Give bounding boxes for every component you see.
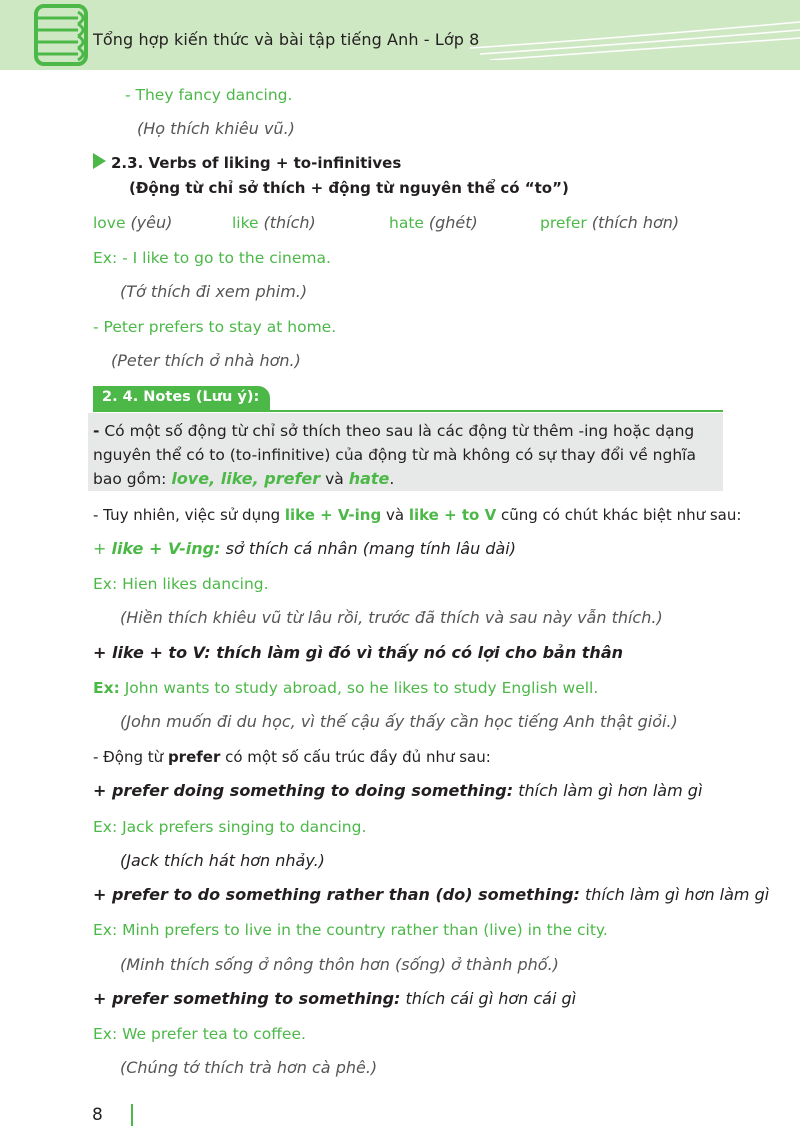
section-2-3-example-2: - Peter prefers to stay at home. [93, 318, 337, 336]
notes-tab-label: 2. 4. Notes (Lưu ý): [102, 389, 260, 405]
section-2-3-translation-1: (Tớ thích đi xem phim.) [120, 282, 308, 301]
verb-like: like (thích) [232, 213, 316, 232]
section-2-3-translation-2: (Peter thích ở nhà hơn.) [111, 351, 301, 370]
verb-love: love (yêu) [93, 213, 173, 232]
footer-divider [131, 1104, 133, 1126]
prefer-intro: - Động từ prefer có một số cấu trúc đầy đủ như sau: [93, 748, 491, 766]
section-2-3-example-1: Ex: - I like to go to the cinema. [93, 249, 331, 267]
notes-tab [93, 386, 270, 411]
prefer-example-3: Ex: We prefer tea to coffee. [93, 1025, 306, 1043]
notes-text: - Có một số động từ chỉ sở thích theo sau là các động từ thêm -ing hoặc dạng nguyên thể có to (to-infinitive) của động từ mà không có sự thay đổi về nghĩa bao gồm: love, like, prefer và hate. [93, 422, 696, 488]
rule-like-to-v: + like + to V: thích làm gì đó vì thấy nó có lợi cho bản thân [93, 643, 623, 662]
verb-hate: hate (ghét) [389, 213, 478, 232]
prefer-translation-2: (Minh thích sống ở nông thôn hơn (sống) ở thành phố.) [120, 955, 559, 974]
rule-like-ving: + like + V-ing: sở thích cá nhân (mang tính lâu dài) [93, 539, 516, 558]
page-header [0, 0, 800, 70]
prefer-structure-2: + prefer to do something rather than (do) something: thích làm gì hơn làm gì [93, 885, 770, 904]
prefer-translation-1: (Jack thích hát hơn nhảy.) [120, 851, 325, 870]
header-title: Tổng hợp kiến thức và bài tập tiếng Anh - Lớp 8 [93, 30, 480, 49]
usage-translation-2: (John muốn đi du học, vì thế cậu ấy thấy cần học tiếng Anh thật giỏi.) [120, 712, 678, 731]
section-arrow-icon [93, 153, 106, 169]
prefer-translation-3: (Chúng tớ thích trà hơn cà phê.) [120, 1058, 378, 1077]
prefer-example-2: Ex: Minh prefers to live in the country rather than (live) in the city. [93, 921, 608, 939]
header-decoration-lines [470, 10, 800, 60]
page-number: 8 [92, 1105, 103, 1125]
section-2-3-title: 2.3. Verbs of liking + to-infinitives [111, 154, 402, 172]
notes-box [88, 413, 723, 491]
prefer-structure-1: + prefer doing something to doing something: thích làm gì hơn làm gì [93, 781, 703, 800]
prefer-structure-3: + prefer something to something: thích cái gì hơn cái gì [93, 989, 577, 1008]
verb-prefer: prefer (thích hơn) [540, 213, 680, 232]
notes-divider [93, 410, 723, 412]
section-2-3-subtitle: (Động từ chỉ sở thích + động từ nguyên thể có “to”) [129, 179, 569, 197]
prefer-example-1: Ex: Jack prefers singing to dancing. [93, 818, 367, 836]
usage-intro: - Tuy nhiên, việc sử dụng like + V-ing và like + to V cũng có chút khác biệt như sau: [93, 506, 742, 524]
intro-example: - They fancy dancing. [125, 86, 293, 104]
usage-example-1: Ex: Hien likes dancing. [93, 575, 269, 593]
intro-translation: (Họ thích khiêu vũ.) [137, 119, 295, 138]
usage-example-2: Ex: John wants to study abroad, so he likes to study English well. [93, 679, 599, 697]
usage-translation-1: (Hiền thích khiêu vũ từ lâu rồi, trước đã thích và sau này vẫn thích.) [120, 608, 663, 627]
book-logo-icon [30, 4, 92, 66]
